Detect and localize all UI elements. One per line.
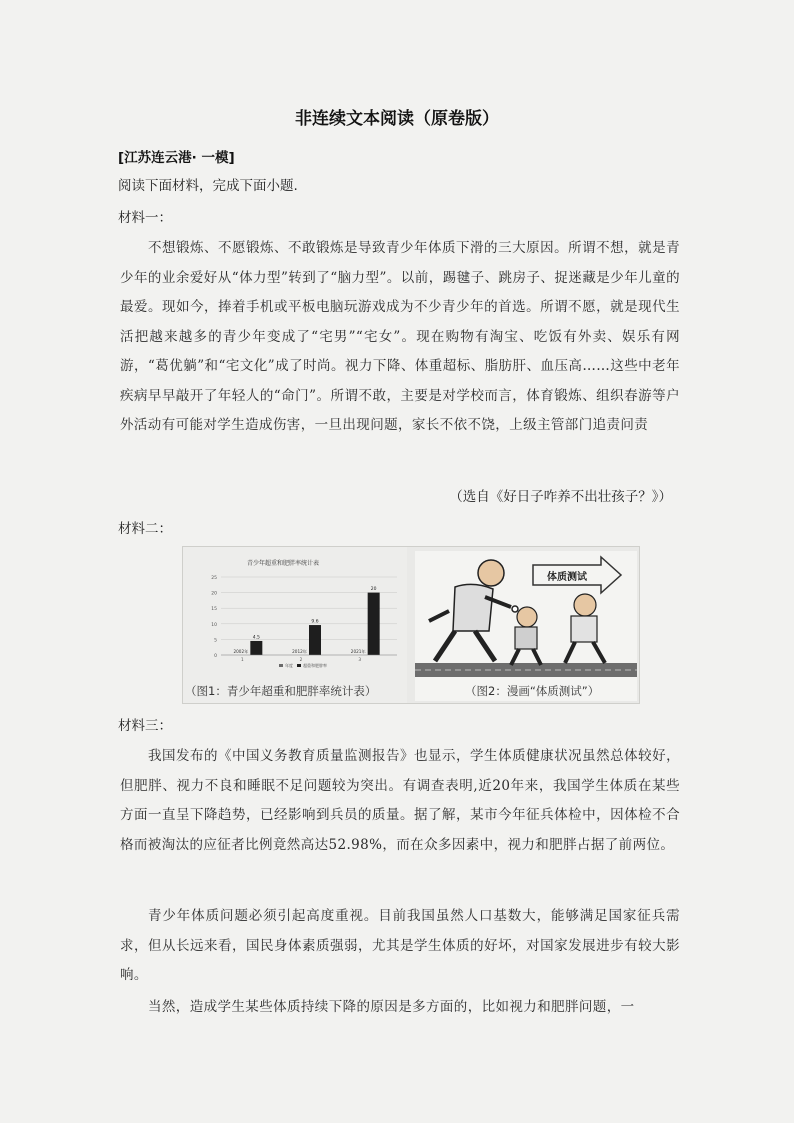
figure-panel [182,546,640,704]
svg-text:体质测试: 体质测试 [547,572,587,583]
bar-data-label: 4.5 [252,635,260,641]
legend-swatch [297,664,301,667]
material2-label: 材料二： [118,521,172,537]
page-title: 非连续文本阅读（原卷版） [295,109,499,129]
y-tick-label: 5 [214,638,217,644]
material3-paragraph-1: 我国发布的《中国义务教育质量监测报告》也显示，学生体质健康状况虽然总体较好，但肥胖、视力不良和睡眠不足问题较为突出。有调查表明,近20年来，我国学生体质在某些方面一直呈下降趋势，已经影响到兵员的质量。据了解，某市今年征兵体检中，因体检不合格而被淘汰的应征者比例竟然高达52.98%，而在众多因素中，视力和肥胖占据了前两位。 [120,748,680,853]
bar [309,625,321,655]
fig1-caption: （图1：青少年超重和肥胖率统计表） [185,684,377,698]
y-tick-label: 20 [211,591,217,597]
material1-label: 材料一： [118,210,172,226]
bar [368,593,380,655]
bar-category-label: 2002年 [233,649,249,654]
bar-category-label: 2012年 [292,649,307,654]
material3-label: 材料三： [118,718,172,734]
instruction-text: 阅读下面材料，完成下面小题. [118,178,298,194]
chart-title: 青少年超重和肥胖率统计表 [246,560,320,567]
x-tick-label: 2 [299,657,303,662]
bar-data-label: 9.6 [311,619,319,625]
y-tick-label: 0 [214,654,217,659]
material3-paragraph-2: 青少年体质问题必须引起高度重视。目前我国虽然人口基数大，能够满足国家征兵需求，但从长远来看，国民身体素质强弱，尤其是学生体质的好坏，对国家发展进步有较大影响。 [120,908,680,983]
x-tick-label: 3 [358,657,362,662]
legend-label: 年度 [285,663,293,668]
material3-paragraph-3: 当然，造成学生某些体质持续下降的原因是多方面的，比如视力和肥胖问题，一 [148,999,635,1015]
cartoon-illustration [415,551,637,701]
bar-data-label: 20 [370,587,377,593]
y-tick-label: 10 [211,622,217,628]
source-tag: [江苏连云港· 一模] [118,150,235,166]
x-tick-label: 1 [240,657,244,662]
material1-paragraph: 不想锻炼、不愿锻炼、不敢锻炼是导致青少年体质下滑的三大原因。所谓不想，就是青少年的业余爱好从“体力型”转到了“脑力型”。以前，踢毽子、跳房子、捉迷藏是少年儿童的最爱。现如今，捧着手机或平板电脑玩游戏成为不少青少年的首选。所谓不愿，就是现代生活把越来越多的青少年变成了“宅男”“宅女”。现在购物有淘宝、吃饭有外卖、娱乐有网游，“葛优躺”和“宅文化”成了时尚。视力下降、体重超标、脂肪肝、血压高……这些中老年疾病早早敲开了年轻人的“命门”。所谓不敢，主要是对学校而言，体育锻炼、组织春游等户外活动有可能对学生造成伤害，一旦出现问题，家长不依不饶，上级主管部门追责问责 [120,240,680,433]
chart-legend [279,662,327,668]
legend-swatch [279,664,283,667]
fig2-caption: （图2：漫画“体质测试”） [465,684,600,698]
bar [250,641,262,655]
bar-chart [183,547,407,703]
y-tick-label: 15 [211,607,217,613]
legend-label: 超重和肥胖率 [303,663,327,668]
bar-category-label: 2021年 [350,649,366,654]
material1-citation: （选自《好日子咋养不出壮孩子？》） [449,489,672,505]
y-tick-label: 25 [211,576,217,581]
